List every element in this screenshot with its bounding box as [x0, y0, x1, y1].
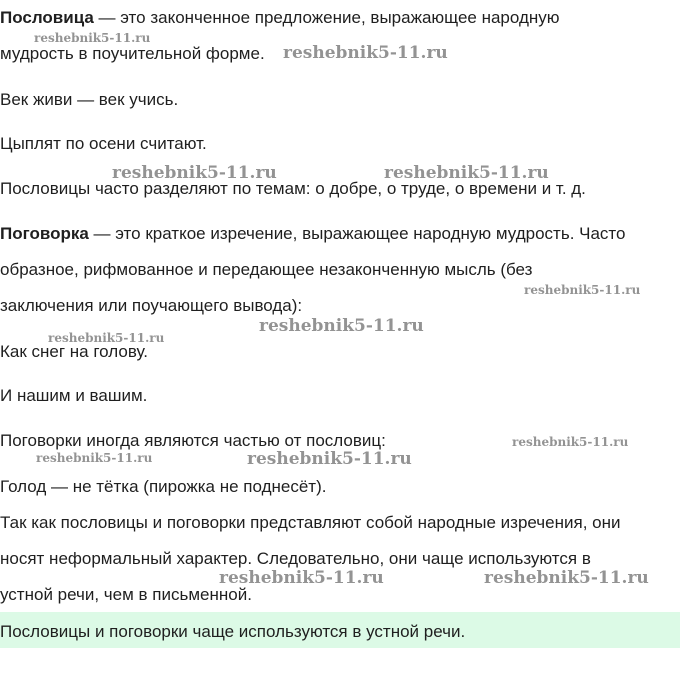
watermark-text: reshebnik5-11.ru — [283, 43, 448, 63]
proverb-themes-text: Пословицы часто разделяют по темам: о добре, о труде, о времени и т. д. — [0, 179, 586, 198]
proverb-term: Пословица — [0, 8, 94, 27]
watermark-text: reshebnik5-11.ru — [259, 316, 424, 336]
proverb-definition-text: — это законченное предложение, выражающее народную — [93, 8, 560, 27]
proverb-example-1: Век живи — век учись. — [0, 90, 179, 109]
watermark-text: reshebnik5-11.ru — [524, 283, 641, 297]
saying-definition — [0, 224, 625, 244]
watermark-text: reshebnik5-11.ru — [219, 568, 384, 588]
watermark-text: reshebnik5-11.ru — [36, 451, 153, 465]
saying-definition-line2: образное, рифмованное и передающее незаконченную мысль (без — [0, 260, 533, 279]
saying-example-2: И нашим и вашим. — [0, 386, 148, 405]
informal-character-line3: устной речи, чем в письменной. — [0, 585, 252, 604]
saying-definition-line3: заключения или поучающего вывода): — [0, 296, 303, 315]
saying-example-1: Как снег на голову. — [0, 342, 149, 361]
watermark-text: reshebnik5-11.ru — [484, 568, 649, 588]
watermark-text: reshebnik5-11.ru — [48, 331, 165, 345]
saying-definition-text: — это краткое изречение, выражающее народную мудрость. Часто — [88, 224, 626, 243]
watermark-text: reshebnik5-11.ru — [384, 163, 549, 183]
proverb-definition — [0, 8, 560, 28]
watermark-text: reshebnik5-11.ru — [112, 163, 277, 183]
saying-part-of-proverb-text: Поговорки иногда являются частью от пословиц: — [0, 431, 386, 450]
watermark-text: reshebnik5-11.ru — [247, 449, 412, 469]
proverb-definition-line2: мудрость в поучительной форме. — [0, 44, 265, 63]
informal-character-line2: носят неформальный характер. Следовательно, они чаще используются в — [0, 549, 591, 568]
conclusion-text: Пословицы и поговорки чаще используются в устной речи. — [0, 622, 466, 641]
watermark-text: reshebnik5-11.ru — [34, 31, 151, 45]
informal-character-line1: Так как пословицы и поговорки представляют собой народные изречения, они — [0, 513, 621, 532]
saying-example-3: Голод — не тётка (пирожка не поднесёт). — [0, 477, 327, 496]
watermark-text: reshebnik5-11.ru — [512, 435, 629, 449]
saying-term: Поговорка — [0, 224, 89, 243]
proverb-example-2: Цыплят по осени считают. — [0, 134, 207, 153]
